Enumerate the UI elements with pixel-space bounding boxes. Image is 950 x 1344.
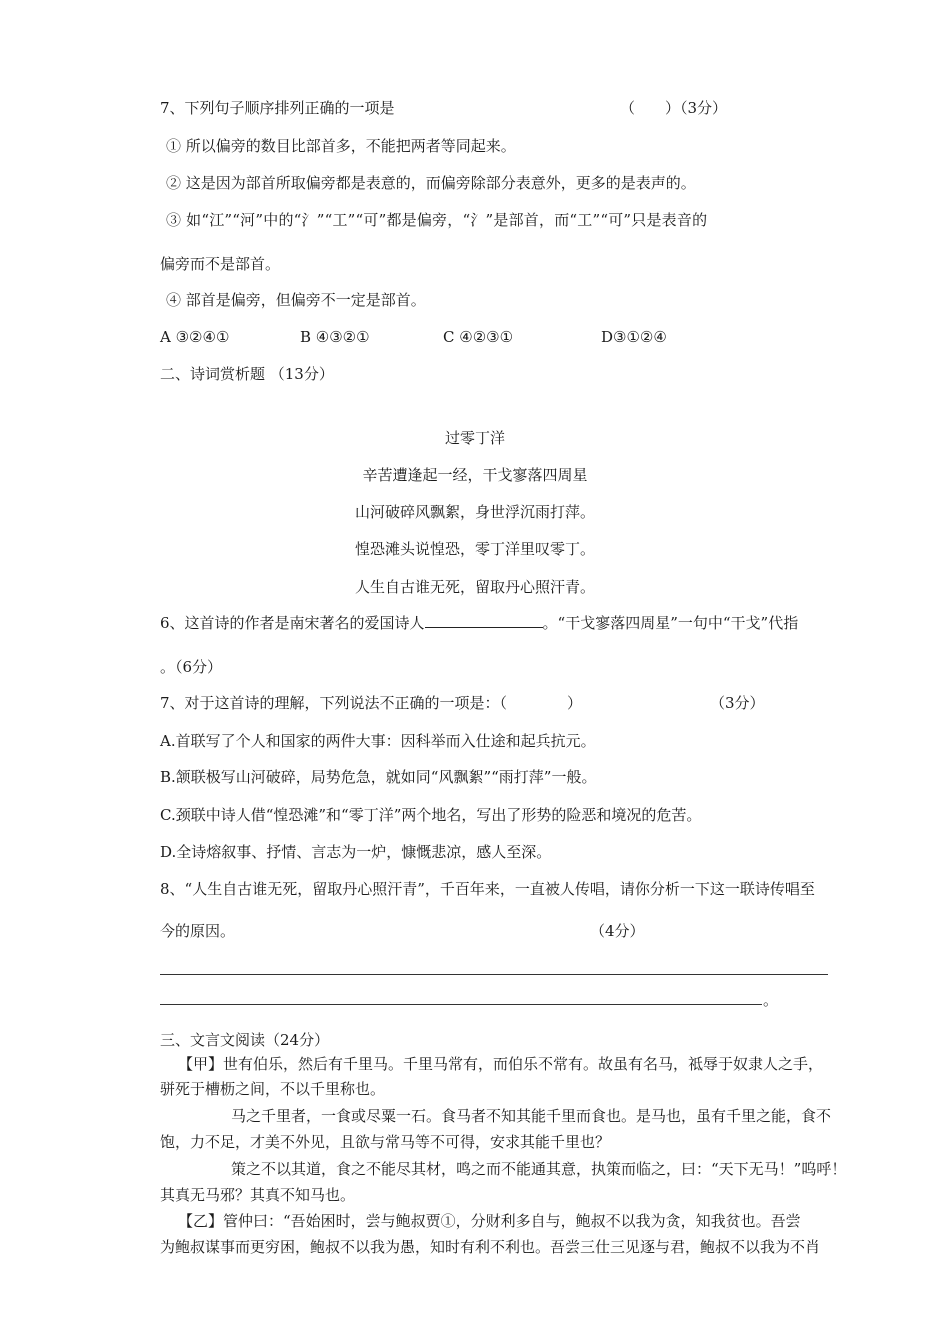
poem-line-2: 山河破碎风飘絮，身世浮沉雨打萍。 — [354, 503, 595, 521]
q7a-sentence-1: ① 所以偏旁的数目比部首多，不能把两者等同起来。 — [166, 137, 516, 155]
q7a-option-d: D③①②④ — [601, 328, 667, 346]
yi-line-1: 【乙】管仲曰：“吾始困时，尝与鲍叔贾①，分财利多自与，鲍叔不以我为贪，知我贫也。吾尝 — [178, 1212, 801, 1230]
q7b-stem: 7、对于这首诗的理解，下列说法不正确的一项是：（ ） — [160, 694, 583, 712]
q8-end-mark: 。 — [763, 991, 779, 1009]
q8-line-2: 今的原因。 — [160, 922, 236, 940]
q7a-sentence-3b: 偏旁而不是部首。 — [160, 255, 281, 273]
q8-answer-line-2[interactable] — [160, 1004, 762, 1005]
q7a-stem: 7、下列句子顺序排列正确的一项是 — [160, 99, 395, 117]
q6-part-1: 6、这首诗的作者是南宋著名的爱国诗人 — [160, 614, 425, 632]
q7a-option-a: A ③②④① — [160, 328, 230, 346]
poem-title: 过零丁洋 — [444, 429, 505, 447]
jia-para-3-line-2: 其真无马邪？其真不知马也。 — [160, 1186, 356, 1204]
jia-para-3-line-1: 策之不以其道，食之不能尽其材，鸣之而不能通其意，执策而临之，曰：“天下无马！”呜呼！ — [231, 1160, 847, 1178]
q6-line-2: 。（6分） — [160, 658, 223, 676]
jia-para-2-line-1: 马之千里者，一食或尽粟一石。食马者不知其能千里而食也。是马也，虽有千里之能，食不 — [231, 1107, 832, 1125]
jia-para-1-line-1: 【甲】世有伯乐，然后有千里马。千里马常有，而伯乐不常有。故虽有名马，祗辱于奴隶人之手， — [178, 1055, 824, 1073]
q7b-option-d: D.全诗熔叙事、抒情、言志为一炉，慷慨悲凉，感人至深。 — [160, 843, 552, 861]
q7a-sentence-2: ② 这是因为部首所取偏旁都是表意的，而偏旁除部分表意外，更多的是表声的。 — [166, 174, 696, 192]
q7b-score: （3分） — [710, 694, 765, 712]
poem-line-4: 人生自古谁无死，留取丹心照汗青。 — [354, 578, 595, 596]
q7a-option-b: B ④③②① — [300, 328, 370, 346]
q7a-sentence-4: ④ 部首是偏旁，但偏旁不一定是部首。 — [166, 291, 426, 309]
q8-score: （4分） — [590, 922, 645, 940]
q7a-option-c: C ④②③① — [443, 328, 514, 346]
q6-part-2: 。“干戈寥落四周星”一句中“干戈”代指 — [542, 614, 799, 632]
q8-answer-line-1[interactable] — [160, 974, 828, 975]
jia-para-1-line-2: 骈死于槽枥之间，不以千里称也。 — [160, 1080, 386, 1098]
poem-line-1: 辛苦遭逢起一经，干戈寥落四周星 — [362, 466, 588, 484]
section2-title: 二、诗词赏析题 （13分） — [160, 365, 334, 383]
q7b-option-b: B.颔联极写山河破碎，局势危急，就如同“风飘絮”“雨打萍”一般。 — [160, 768, 597, 786]
q7b-option-c: C.颈联中诗人借“惶恐滩”和“零丁洋”两个地名，写出了形势的险恶和境况的危苦。 — [160, 806, 702, 824]
jia-para-2-line-2: 饱，力不足，才美不外见，且欲与常马等不可得，安求其能千里也？ — [160, 1133, 611, 1151]
poem-line-3: 惶恐滩头说惶恐，零丁洋里叹零丁。 — [354, 540, 595, 558]
section3-title: 三、文言文阅读（24分） — [160, 1031, 330, 1049]
q6-line-1 — [160, 613, 798, 633]
q6-answer-blank[interactable] — [425, 613, 543, 628]
q7b-option-a: A.首联写了个人和国家的两件大事：因科举而入仕途和起兵抗元。 — [160, 732, 596, 750]
q7a-sentence-3a: ③ 如“江”“河”中的“氵”“工”“可”都是偏旁，“氵”是部首，而“工”“可”只是表音的 — [166, 211, 708, 229]
q7a-paren: （ ）（3分） — [620, 99, 728, 117]
yi-line-2: 为鲍叔谋事而更穷困，鲍叔不以我为愚，知时有利不利也。吾尝三仕三见逐与君，鲍叔不以我为不肖 — [160, 1238, 821, 1256]
q8-line-1: 8、“人生自古谁无死，留取丹心照汗青”，千百年来，一直被人传唱，请你分析一下这一联诗传唱至 — [160, 880, 815, 898]
